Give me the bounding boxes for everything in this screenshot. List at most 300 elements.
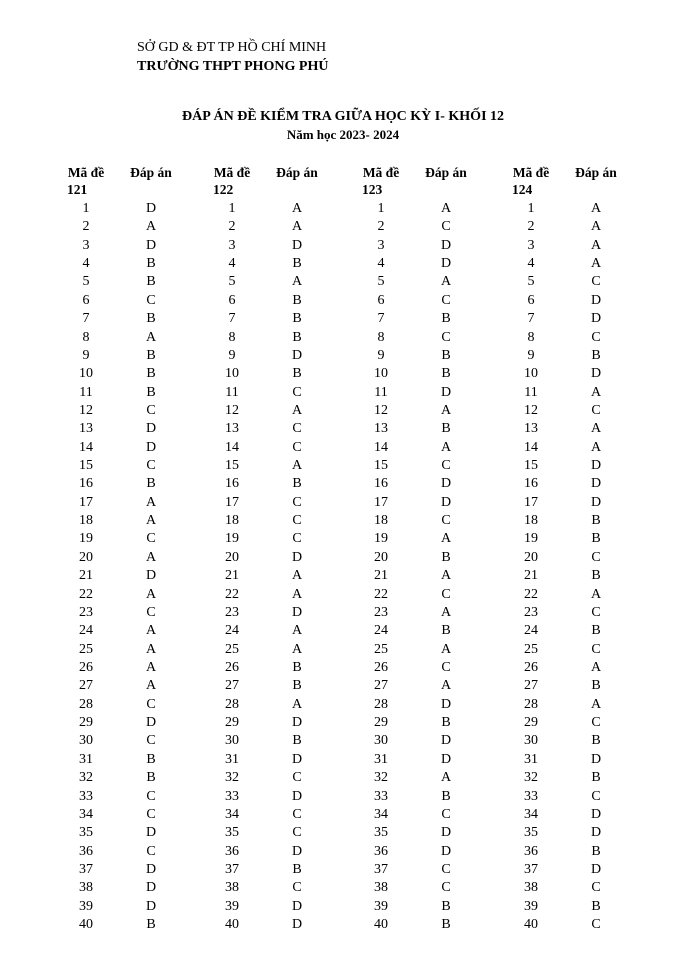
answer-letter: C: [292, 513, 302, 529]
answer-letter: A: [145, 586, 157, 602]
answer-letter: A: [590, 439, 602, 455]
answer-letter: C: [441, 880, 451, 896]
answer-row: [66, 200, 196, 218]
answer-letter: D: [440, 237, 452, 253]
answer-letter: D: [145, 439, 157, 455]
question-number: 19: [524, 531, 538, 547]
answer-row: [212, 494, 342, 512]
question-number: 14: [374, 439, 388, 455]
answer-row: [511, 879, 641, 897]
question-number: 11: [79, 384, 93, 400]
answer-letter: B: [146, 274, 156, 290]
answer-row: [66, 769, 196, 787]
question-number: 28: [374, 696, 388, 712]
answer-row: [511, 273, 641, 291]
question-number: 17: [524, 494, 538, 510]
answer-row: [361, 255, 491, 273]
answer-letter: B: [591, 347, 601, 363]
answer-row: [511, 732, 641, 750]
answer-letter: A: [145, 219, 157, 235]
question-number: 24: [79, 623, 93, 639]
answer-row: [361, 769, 491, 787]
answer-row: [212, 237, 342, 255]
answer-row: [511, 237, 641, 255]
exam-code-header: [66, 164, 106, 198]
question-number: 31: [524, 751, 538, 767]
question-number: 35: [79, 825, 93, 841]
question-number: 22: [524, 586, 538, 602]
answer-row: [66, 677, 196, 695]
answer-row: [66, 512, 196, 530]
answer-letter: C: [591, 274, 601, 290]
question-number: 30: [79, 733, 93, 749]
answer-letter: D: [590, 366, 602, 382]
question-number: 9: [82, 347, 90, 363]
department-name: SỞ GD & ĐT TP HỒ CHÍ MINH: [137, 40, 327, 55]
answer-letter: C: [292, 770, 302, 786]
answer-row: [212, 475, 342, 493]
answer-letter: A: [590, 696, 602, 712]
answer-row: [66, 879, 196, 897]
exam-code: 124: [512, 182, 533, 197]
answer-row: [361, 659, 491, 677]
answer-row: [361, 292, 491, 310]
question-number: 11: [225, 384, 239, 400]
answer-letter: A: [291, 586, 303, 602]
answer-letter: C: [441, 513, 451, 529]
question-number: 12: [225, 402, 239, 418]
answer-letter: A: [440, 678, 452, 694]
question-number: 22: [225, 586, 239, 602]
answer-list: [66, 200, 196, 934]
answer-letter: D: [440, 696, 452, 712]
question-number: 18: [524, 513, 538, 529]
answer-row: [511, 898, 641, 916]
question-number: 39: [79, 898, 93, 914]
question-number: 3: [527, 237, 535, 253]
answer-letter: D: [291, 898, 303, 914]
question-number: 6: [377, 292, 385, 308]
question-number: 32: [374, 770, 388, 786]
answer-letter: B: [591, 623, 601, 639]
answer-letter: D: [590, 825, 602, 841]
answer-letter: C: [591, 604, 601, 620]
answer-letter: A: [440, 641, 452, 657]
answer-letter: A: [440, 274, 452, 290]
question-number: 36: [374, 843, 388, 859]
answer-row: [361, 604, 491, 622]
answer-row: [212, 420, 342, 438]
answer-letter: D: [145, 237, 157, 253]
answer-letter: C: [591, 329, 601, 345]
answer-letter: A: [145, 678, 157, 694]
answer-list: [511, 200, 641, 934]
answer-row: [511, 677, 641, 695]
answer-letter: D: [440, 476, 452, 492]
question-number: 12: [374, 402, 388, 418]
answer-row: [361, 549, 491, 567]
question-number: 34: [374, 806, 388, 822]
answer-letter: A: [590, 421, 602, 437]
answer-letter: C: [441, 659, 451, 675]
answer-letter: D: [291, 751, 303, 767]
answer-row: [511, 843, 641, 861]
question-number: 1: [82, 201, 90, 216]
question-number: 25: [79, 641, 93, 657]
answer-row: [361, 843, 491, 861]
answer-row: [212, 200, 342, 218]
question-number: 16: [374, 476, 388, 492]
answer-row: [361, 714, 491, 732]
answer-letter: C: [591, 917, 601, 933]
answer-row: [511, 292, 641, 310]
question-number: 25: [225, 641, 239, 657]
question-number: 36: [79, 843, 93, 859]
answer-letter: A: [440, 439, 452, 455]
answer-row: [212, 365, 342, 383]
answer-row: [66, 549, 196, 567]
answer-letter: D: [440, 494, 452, 510]
question-number: 28: [225, 696, 239, 712]
question-number: 34: [79, 806, 93, 822]
answer-row: [212, 512, 342, 530]
answer-letter: B: [146, 476, 156, 492]
question-number: 21: [225, 568, 239, 584]
answer-row: [212, 879, 342, 897]
answer-letter: A: [291, 219, 303, 235]
answer-row: [361, 512, 491, 530]
answer-letter: B: [292, 311, 302, 327]
answer-letter: B: [591, 898, 601, 914]
answer-row: [361, 237, 491, 255]
question-number: 11: [374, 384, 388, 400]
answer-letter: D: [145, 898, 157, 914]
answer-letter: A: [145, 549, 157, 565]
answer-row: [511, 347, 641, 365]
answer-row: [511, 255, 641, 273]
question-number: 9: [527, 347, 535, 363]
answer-row: [361, 273, 491, 291]
answer-letter: A: [145, 641, 157, 657]
question-number: 40: [79, 917, 93, 933]
question-number: 23: [374, 604, 388, 620]
exam-code: 123: [362, 182, 383, 197]
question-number: 37: [225, 861, 239, 877]
answer-row: [66, 365, 196, 383]
question-number: 40: [225, 917, 239, 933]
answer-letter: B: [591, 568, 601, 584]
answer-letter: B: [591, 733, 601, 749]
question-number: 21: [79, 568, 93, 584]
answer-row: [66, 696, 196, 714]
question-number: 32: [225, 770, 239, 786]
answer-row: [212, 714, 342, 732]
answer-row: [66, 586, 196, 604]
answer-letter: C: [292, 531, 302, 547]
answer-letter: B: [146, 311, 156, 327]
school-name: TRƯỜNG THPT PHONG PHÚ: [137, 59, 329, 74]
answer-letter: B: [591, 770, 601, 786]
question-number: 30: [225, 733, 239, 749]
answer-letter: A: [440, 604, 452, 620]
answer-letter: A: [291, 641, 303, 657]
answer-letter: B: [292, 292, 302, 308]
question-number: 31: [225, 751, 239, 767]
question-number: 3: [82, 237, 90, 253]
question-number: 27: [225, 678, 239, 694]
answer-row: [511, 457, 641, 475]
answer-letter: A: [440, 402, 452, 418]
answer-row: [66, 732, 196, 750]
answer-letter: D: [291, 917, 303, 933]
answer-letter: B: [146, 256, 156, 272]
answer-letter: B: [591, 678, 601, 694]
answer-row: [361, 586, 491, 604]
answer-letter: C: [591, 641, 601, 657]
question-number: 26: [79, 659, 93, 675]
answer-row: [66, 530, 196, 548]
answer-row: [511, 696, 641, 714]
question-number: 38: [225, 880, 239, 896]
question-number: 34: [524, 806, 538, 822]
school-year: Năm học 2023- 2024: [286, 127, 400, 142]
answer-row: [361, 732, 491, 750]
answer-row: [212, 567, 342, 585]
question-number: 33: [225, 788, 239, 804]
answer-row: [361, 641, 491, 659]
answer-row: [66, 604, 196, 622]
answer-row: [212, 622, 342, 640]
question-number: 13: [374, 421, 388, 437]
question-number: 16: [79, 476, 93, 492]
question-number: 17: [225, 494, 239, 510]
code-label: Mã đề: [362, 165, 400, 180]
answer-letter: B: [292, 861, 302, 877]
question-number: 17: [79, 494, 93, 510]
answer-letter: A: [440, 201, 452, 216]
answer-letter: B: [146, 751, 156, 767]
answer-header: Đáp án: [130, 165, 172, 180]
answer-letter: D: [145, 421, 157, 437]
answer-row: [511, 806, 641, 824]
answer-letter: A: [590, 256, 602, 272]
answer-row: [212, 824, 342, 842]
question-number: 11: [524, 384, 538, 400]
question-number: 2: [228, 219, 236, 235]
answer-row: [511, 861, 641, 879]
question-number: 18: [225, 513, 239, 529]
answer-row: [511, 751, 641, 769]
answer-row: [66, 659, 196, 677]
answer-row: [66, 237, 196, 255]
answer-letter: C: [591, 788, 601, 804]
answer-row: [66, 439, 196, 457]
answer-row: [511, 494, 641, 512]
answer-row: [212, 586, 342, 604]
answer-row: [361, 310, 491, 328]
question-number: 33: [524, 788, 538, 804]
answer-letter: C: [441, 586, 451, 602]
question-number: 24: [225, 623, 239, 639]
answer-letter: C: [146, 788, 156, 804]
answer-letter: B: [441, 421, 451, 437]
answer-letter: D: [590, 311, 602, 327]
question-number: 6: [228, 292, 236, 308]
exam-code: 121: [67, 182, 88, 197]
answer-letter: C: [146, 531, 156, 547]
answer-row: [212, 769, 342, 787]
answer-row: [212, 310, 342, 328]
answer-letter: A: [291, 274, 303, 290]
question-number: 20: [225, 549, 239, 565]
question-number: 16: [524, 476, 538, 492]
answer-letter: C: [146, 402, 156, 418]
question-number: 35: [524, 825, 538, 841]
question-number: 27: [374, 678, 388, 694]
answer-letter: D: [590, 861, 602, 877]
answer-letter: A: [145, 623, 157, 639]
question-number: 8: [82, 329, 90, 345]
answer-letter: C: [591, 402, 601, 418]
answer-letter: C: [292, 494, 302, 510]
question-number: 36: [225, 843, 239, 859]
answer-letter: C: [441, 458, 451, 474]
question-number: 4: [228, 256, 236, 272]
answer-row: [511, 586, 641, 604]
answer-letter: C: [441, 806, 451, 822]
answer-letter: D: [440, 843, 452, 859]
question-number: 16: [225, 476, 239, 492]
answer-row: [66, 457, 196, 475]
answer-letter: C: [591, 715, 601, 731]
question-number: 8: [377, 329, 385, 345]
answer-letter: C: [146, 733, 156, 749]
answer-row: [361, 329, 491, 347]
question-number: 9: [228, 347, 236, 363]
answer-letter: C: [441, 292, 451, 308]
answer-letter: D: [145, 568, 157, 584]
answer-row: [511, 475, 641, 493]
question-number: 1: [527, 201, 535, 216]
exam-code: 122: [213, 182, 234, 197]
answer-row: [511, 788, 641, 806]
answer-row: [212, 604, 342, 622]
code-label: Mã đề: [67, 165, 105, 180]
question-number: 5: [228, 274, 236, 290]
answer-letter: D: [440, 733, 452, 749]
question-number: 14: [225, 439, 239, 455]
answer-row: [361, 751, 491, 769]
answer-row: [511, 420, 641, 438]
answer-row: [361, 439, 491, 457]
question-number: 18: [79, 513, 93, 529]
answer-row: [511, 530, 641, 548]
question-number: 39: [225, 898, 239, 914]
answer-row: [66, 714, 196, 732]
answer-letter: C: [292, 421, 302, 437]
answer-letter: D: [590, 494, 602, 510]
answer-row: [212, 457, 342, 475]
question-number: 31: [79, 751, 93, 767]
answer-row: [66, 824, 196, 842]
question-number: 15: [79, 458, 93, 474]
question-number: 18: [374, 513, 388, 529]
answer-row: [66, 273, 196, 291]
answer-row: [212, 751, 342, 769]
question-number: 1: [377, 201, 385, 216]
question-number: 13: [225, 421, 239, 437]
answer-letter: A: [590, 586, 602, 602]
answer-row: [361, 861, 491, 879]
answer-row: [212, 549, 342, 567]
question-number: 10: [524, 366, 538, 382]
answer-letter: B: [441, 366, 451, 382]
answer-row: [511, 714, 641, 732]
question-number: 15: [374, 458, 388, 474]
answer-row: [212, 732, 342, 750]
question-number: 40: [524, 917, 538, 933]
answer-letter: A: [291, 201, 303, 216]
answer-letter: B: [292, 366, 302, 382]
question-number: 7: [228, 311, 236, 327]
answer-list: [361, 200, 491, 934]
answer-letter: D: [291, 549, 303, 565]
answer-row: [511, 200, 641, 218]
answer-letter: D: [590, 292, 602, 308]
document-title: ĐÁP ÁN ĐỀ KIỂM TRA GIỮA HỌC KỲ I- KHỐI 12: [181, 109, 505, 124]
answer-row: [361, 788, 491, 806]
answer-row: [212, 861, 342, 879]
question-number: 19: [374, 531, 388, 547]
answer-row: [212, 402, 342, 420]
question-number: 37: [79, 861, 93, 877]
answer-letter: C: [146, 458, 156, 474]
answer-row: [66, 255, 196, 273]
answer-row: [361, 677, 491, 695]
answer-letter: C: [441, 219, 451, 235]
answer-letter: B: [441, 623, 451, 639]
answer-letter: A: [291, 696, 303, 712]
answer-row: [212, 677, 342, 695]
question-number: 7: [82, 311, 90, 327]
question-number: 29: [524, 715, 538, 731]
question-number: 20: [79, 549, 93, 565]
answer-letter: D: [145, 825, 157, 841]
answer-row: [212, 292, 342, 310]
question-number: 28: [524, 696, 538, 712]
answer-row: [66, 292, 196, 310]
answer-row: [212, 218, 342, 236]
answer-letter: B: [441, 898, 451, 914]
question-number: 33: [374, 788, 388, 804]
question-number: 20: [374, 549, 388, 565]
question-number: 22: [374, 586, 388, 602]
answer-letter: C: [292, 439, 302, 455]
question-number: 26: [524, 659, 538, 675]
code-label: Mã đề: [512, 165, 550, 180]
question-number: 29: [79, 715, 93, 731]
answer-row: [66, 916, 196, 934]
answer-row: [361, 806, 491, 824]
answer-letter: B: [441, 917, 451, 933]
answer-letter: D: [440, 384, 452, 400]
answer-row: [361, 420, 491, 438]
answer-row: [212, 384, 342, 402]
answer-row: [66, 861, 196, 879]
question-number: 38: [524, 880, 538, 896]
answer-row: [66, 329, 196, 347]
question-number: 34: [225, 806, 239, 822]
